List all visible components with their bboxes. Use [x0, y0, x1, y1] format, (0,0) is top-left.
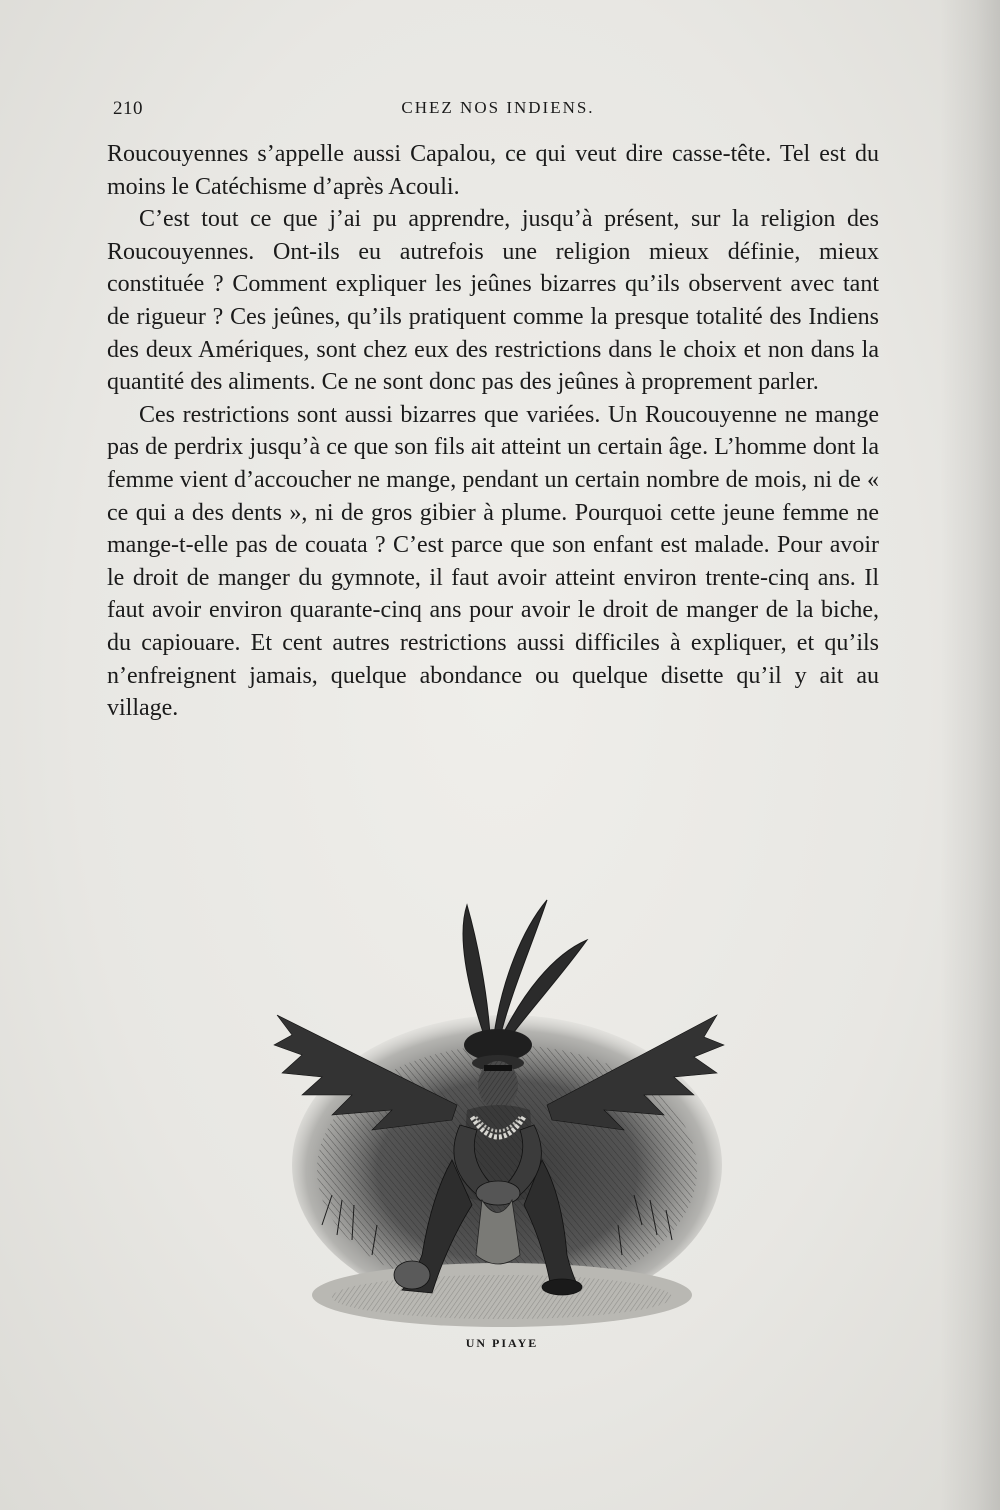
page-gutter-shadow: [940, 0, 1000, 1510]
paragraph-1: Roucouyennes s’appelle aussi Capalou, ce qui veut dire casse-tête. Tel est du moins le Catéchisme d’après Acouli.: [107, 141, 879, 200]
engraving-illustration: [262, 895, 742, 1335]
running-head: CHEZ NOS INDIENS.: [401, 98, 595, 117]
body-text: [107, 138, 879, 725]
paragraph-3: Ces restrictions sont aussi bizarres que variées. Un Roucouyenne ne mange pas de perdrix jusqu’à ce que son fils ait atteint un certain âge. L’homme dont la femme vient d’accoucher ne mange, pendant un certain nombre de mois, ni de « ce qui a des dents », ni de gros gibier à plume. Pourquoi cette jeune femme ne mange-t-elle pas de couata ? C’est parce que son enfant est malade. Pour avoir le droit de manger du gymnote, il faut avoir atteint environ trente-cinq ans. Il faut avoir environ quarante-cinq ans pour avoir le droit de manger de la biche, du capiouare. Et cent autres restrictions aussi difficiles à expliquer, et qu’ils n’enfreignent jamais, quelque abondance ou quelque disette qu’il y ait au village.: [107, 401, 879, 722]
page-header: [113, 98, 883, 124]
page-number: 210: [113, 98, 143, 119]
paragraph-2: C’est tout ce que j’ai pu apprendre, jusqu’à présent, sur la religion des Roucouyennes. Ont-ils eu autrefois une religion mieux définie, mieux constituée ? Comment expliquer les jeûnes bizarres qu’ils observent avec tant de rigueur ? Ces jeûnes, qu’ils pratiquent comme la presque totalité des Indiens des deux Amériques, sont chez eux des restrictions dans le choix et non dans la quantité des aliments. Ce ne sont donc pas des jeûnes à proprement parler.: [107, 206, 879, 396]
figure-caption: UN PIAYE: [465, 1336, 539, 1350]
